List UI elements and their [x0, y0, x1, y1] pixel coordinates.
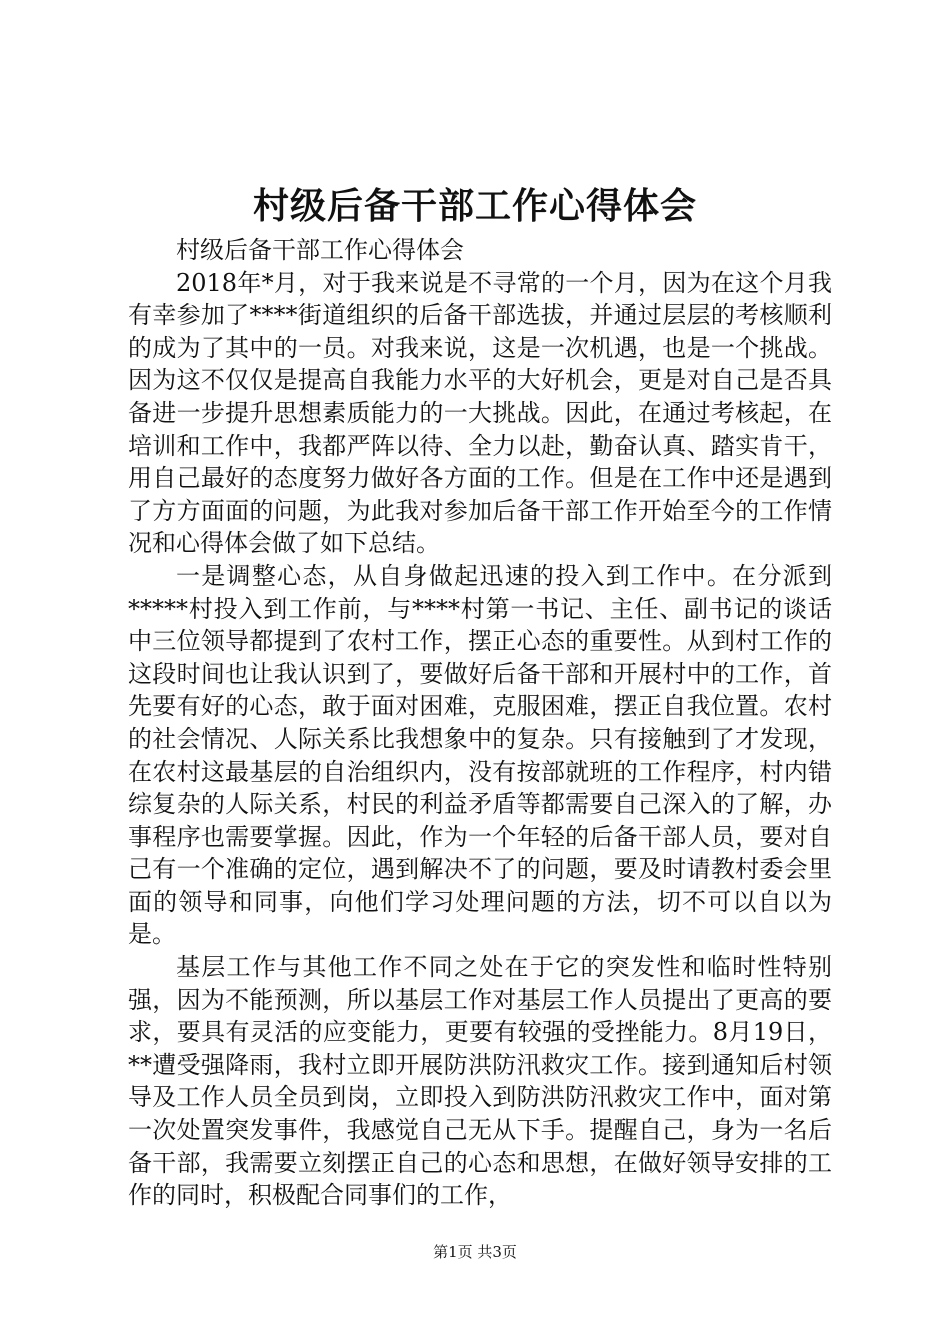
- document-title: 村级后备干部工作心得体会: [252, 185, 697, 227]
- subtitle-paragraph: 村级后备干部工作心得体会: [176, 236, 464, 264]
- body-paragraph: 一是调整心态，从自身做起迅速的投入到工作中。在分派到*****村投入到工作前，与****村第一书记、主任、副书记的谈话中三位领导都提到了农村工作，摆正心态的重要性。从到村工作的这段时间也让我认识到了，要做好后备干部和开展村中的工作，首先要有好的心态，敢于面对困难，克服困难，摆正自我位置。农村的社会情况、人际关系比我想象中的复杂。只有接触到了才发现，在农村这最基层的自治组织内，没有按部就班的工作程序，村内错综复杂的人际关系，村民的利益矛盾等都需要自己深入的了解，办事程序也需要掌握。因此，作为一个年轻的后备干部人员，要对自己有一个准确的定位，遇到解决不了的问题，要及时请教村委会里面的领导和同事，向他们学习处理问题的方法，切不可以自以为是。: [128, 561, 832, 949]
- body-paragraph: 2018年*月，对于我来说是不寻常的一个月，因为在这个月我有幸参加了****街道组织的后备干部选拔，并通过层层的考核顺利的成为了其中的一员。对我来说，这是一次机遇，也是一个挑战。因为这不仅仅是提高自我能力水平的大好机会，更是对自己是否具备进一步提升思想素质能力的一大挑战。因此，在通过考核起，在培训和工作中，我都严阵以待、全力以赴，勤奋认真、踏实肯干，用自己最好的态度努力做好各方面的工作。但是在工作中还是遇到了方方面面的问题，为此我对参加后备干部工作开始至今的工作情况和心得体会做了如下总结。: [128, 268, 832, 558]
- body-paragraph: 基层工作与其他工作不同之处在于它的突发性和临时性特别强，因为不能预测，所以基层工作对基层工作人员提出了更高的要求，要具有灵活的应变能力，更要有较强的受挫能力。8月19日，**遭受强降雨，我村立即开展防洪防汛救灾工作。接到通知后村领导及工作人员全员到岗，立即投入到防洪防汛救灾工作中，面对第一次处置突发事件，我感觉自己无从下手。提醒自己，身为一名后备干部，我需要立刻摆正自己的心态和思想，在做好领导安排的工作的同时，积极配合同事们的工作，: [128, 953, 832, 1210]
- page-number-footer: 第1页 共3页: [433, 1243, 517, 1261]
- document-body: [128, 234, 832, 1212]
